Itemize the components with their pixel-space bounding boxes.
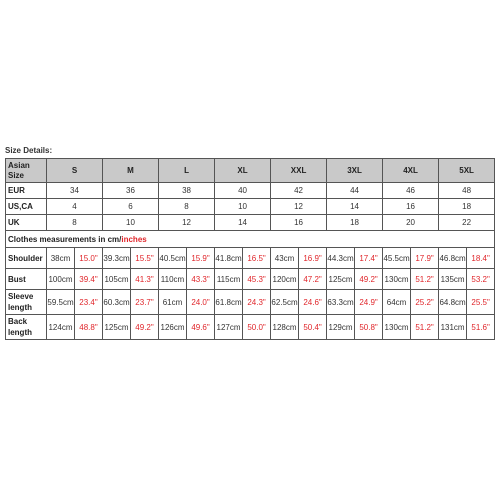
measurement-cm-cell: 46.8cm: [439, 248, 467, 269]
conversion-cell: 18: [439, 199, 495, 215]
conversion-row-label: UK: [6, 215, 47, 231]
conversion-cell: 8: [159, 199, 215, 215]
measurement-inch-cell: 25.2": [411, 290, 439, 315]
measurement-inch-cell: 49.2": [131, 315, 159, 340]
conversion-cell: 22: [439, 215, 495, 231]
size-table: [5, 158, 495, 340]
conversion-row: [6, 215, 495, 231]
measurement-cm-cell: 129cm: [327, 315, 355, 340]
conversion-cell: 38: [159, 183, 215, 199]
measurement-inch-cell: 50.0": [243, 315, 271, 340]
measurement-inch-cell: 51.2": [411, 315, 439, 340]
measurement-row-label: Bust: [6, 269, 47, 290]
measurement-cm-cell: 43cm: [271, 248, 299, 269]
measurement-inch-cell: 51.6": [467, 315, 495, 340]
measurement-inch-cell: 23.7": [131, 290, 159, 315]
measurement-cm-cell: 120cm: [271, 269, 299, 290]
conversion-cell: 16: [383, 199, 439, 215]
measurement-row-label: Back length: [6, 315, 47, 340]
conversion-cell: 4: [47, 199, 103, 215]
conversion-cell: 12: [159, 215, 215, 231]
conversion-cell: 44: [327, 183, 383, 199]
measurement-row-label: Shoulder: [6, 248, 47, 269]
measurement-inch-cell: 17.4": [355, 248, 383, 269]
measurement-inch-cell: 24.9": [355, 290, 383, 315]
measurement-cm-cell: 41.8cm: [215, 248, 243, 269]
size-header-l: L: [159, 159, 215, 183]
measurement-inch-cell: 50.8": [355, 315, 383, 340]
measurement-inch-cell: 51.2": [411, 269, 439, 290]
measurements-note: [6, 231, 495, 248]
measurement-inch-cell: 48.8": [75, 315, 103, 340]
conversion-cell: 42: [271, 183, 327, 199]
conversion-cell: 10: [215, 199, 271, 215]
conversion-cell: 6: [103, 199, 159, 215]
measurement-cm-cell: 115cm: [215, 269, 243, 290]
measurement-inch-cell: 49.6": [187, 315, 215, 340]
measurement-cm-cell: 38cm: [47, 248, 75, 269]
measurement-row: [6, 315, 495, 340]
measurement-cm-cell: 100cm: [47, 269, 75, 290]
conversion-cell: 40: [215, 183, 271, 199]
measurement-cm-cell: 39.3cm: [103, 248, 131, 269]
measurement-inch-cell: 24.6": [299, 290, 327, 315]
measurement-inch-cell: 25.5": [467, 290, 495, 315]
measurement-cm-cell: 125cm: [327, 269, 355, 290]
conversion-cell: 12: [271, 199, 327, 215]
measurement-inch-cell: 24.3": [243, 290, 271, 315]
measurements-note-inches: inches: [121, 234, 147, 244]
measurement-inch-cell: 16.5": [243, 248, 271, 269]
conversion-cell: 14: [327, 199, 383, 215]
conversion-cell: 10: [103, 215, 159, 231]
measurement-cm-cell: 126cm: [159, 315, 187, 340]
measurement-inch-cell: 15.0": [75, 248, 103, 269]
measurement-inch-cell: 49.2": [355, 269, 383, 290]
measurement-inch-cell: 18.4": [467, 248, 495, 269]
measurements-note-prefix: Clothes measurements in cm/: [8, 234, 122, 244]
measurement-inch-cell: 41.3": [131, 269, 159, 290]
conversion-cell: 48: [439, 183, 495, 199]
size-details-title: Size Details:: [5, 146, 53, 155]
conversion-row-label: US,CA: [6, 199, 47, 215]
measurement-inch-cell: 39.4": [75, 269, 103, 290]
measurement-inch-cell: 24.0": [187, 290, 215, 315]
size-chart: [5, 146, 494, 340]
conversion-cell: 16: [271, 215, 327, 231]
measurement-inch-cell: 16.9": [299, 248, 327, 269]
measurement-cm-cell: 60.3cm: [103, 290, 131, 315]
measurement-inch-cell: 15.9": [187, 248, 215, 269]
measurement-cm-cell: 62.5cm: [271, 290, 299, 315]
asian-size-label: Asian Size: [6, 159, 47, 183]
measurement-cm-cell: 135cm: [439, 269, 467, 290]
conversion-row: [6, 183, 495, 199]
size-header-row: [6, 159, 495, 183]
measurement-cm-cell: 124cm: [47, 315, 75, 340]
measurement-cm-cell: 130cm: [383, 315, 411, 340]
measurement-inch-cell: 15.5": [131, 248, 159, 269]
conversion-cell: 14: [215, 215, 271, 231]
measurement-cm-cell: 128cm: [271, 315, 299, 340]
measurement-inch-cell: 47.2": [299, 269, 327, 290]
measurement-cm-cell: 44.3cm: [327, 248, 355, 269]
measurement-cm-cell: 63.3cm: [327, 290, 355, 315]
measurement-inch-cell: 43.3": [187, 269, 215, 290]
measurement-cm-cell: 64cm: [383, 290, 411, 315]
measurement-inch-cell: 45.3": [243, 269, 271, 290]
conversion-cell: 36: [103, 183, 159, 199]
conversion-cell: 34: [47, 183, 103, 199]
conversion-cell: 46: [383, 183, 439, 199]
conversion-cell: 18: [327, 215, 383, 231]
measurement-inch-cell: 17.9": [411, 248, 439, 269]
measurement-cm-cell: 105cm: [103, 269, 131, 290]
size-header-4xl: 4XL: [383, 159, 439, 183]
size-header-s: S: [47, 159, 103, 183]
measurement-cm-cell: 131cm: [439, 315, 467, 340]
measurement-row: [6, 248, 495, 269]
measurement-inch-cell: 23.4": [75, 290, 103, 315]
measurement-cm-cell: 64.8cm: [439, 290, 467, 315]
measurement-cm-cell: 130cm: [383, 269, 411, 290]
measurement-row: [6, 269, 495, 290]
size-header-xl: XL: [215, 159, 271, 183]
measurement-cm-cell: 45.5cm: [383, 248, 411, 269]
measurement-cm-cell: 40.5cm: [159, 248, 187, 269]
measurement-cm-cell: 61cm: [159, 290, 187, 315]
size-header-xxl: XXL: [271, 159, 327, 183]
conversion-row-label: EUR: [6, 183, 47, 199]
conversion-row: [6, 199, 495, 215]
measurement-row-label: Sleeve length: [6, 290, 47, 315]
measurement-cm-cell: 59.5cm: [47, 290, 75, 315]
measurement-inch-cell: 50.4": [299, 315, 327, 340]
measurement-cm-cell: 110cm: [159, 269, 187, 290]
measurement-cm-cell: 127cm: [215, 315, 243, 340]
size-header-m: M: [103, 159, 159, 183]
size-header-3xl: 3XL: [327, 159, 383, 183]
size-header-5xl: 5XL: [439, 159, 495, 183]
measurement-cm-cell: 61.8cm: [215, 290, 243, 315]
conversion-cell: 20: [383, 215, 439, 231]
conversion-cell: 8: [47, 215, 103, 231]
measurement-cm-cell: 125cm: [103, 315, 131, 340]
measurement-row: [6, 290, 495, 315]
measurement-inch-cell: 53.2": [467, 269, 495, 290]
measurements-note-row: [6, 231, 495, 248]
